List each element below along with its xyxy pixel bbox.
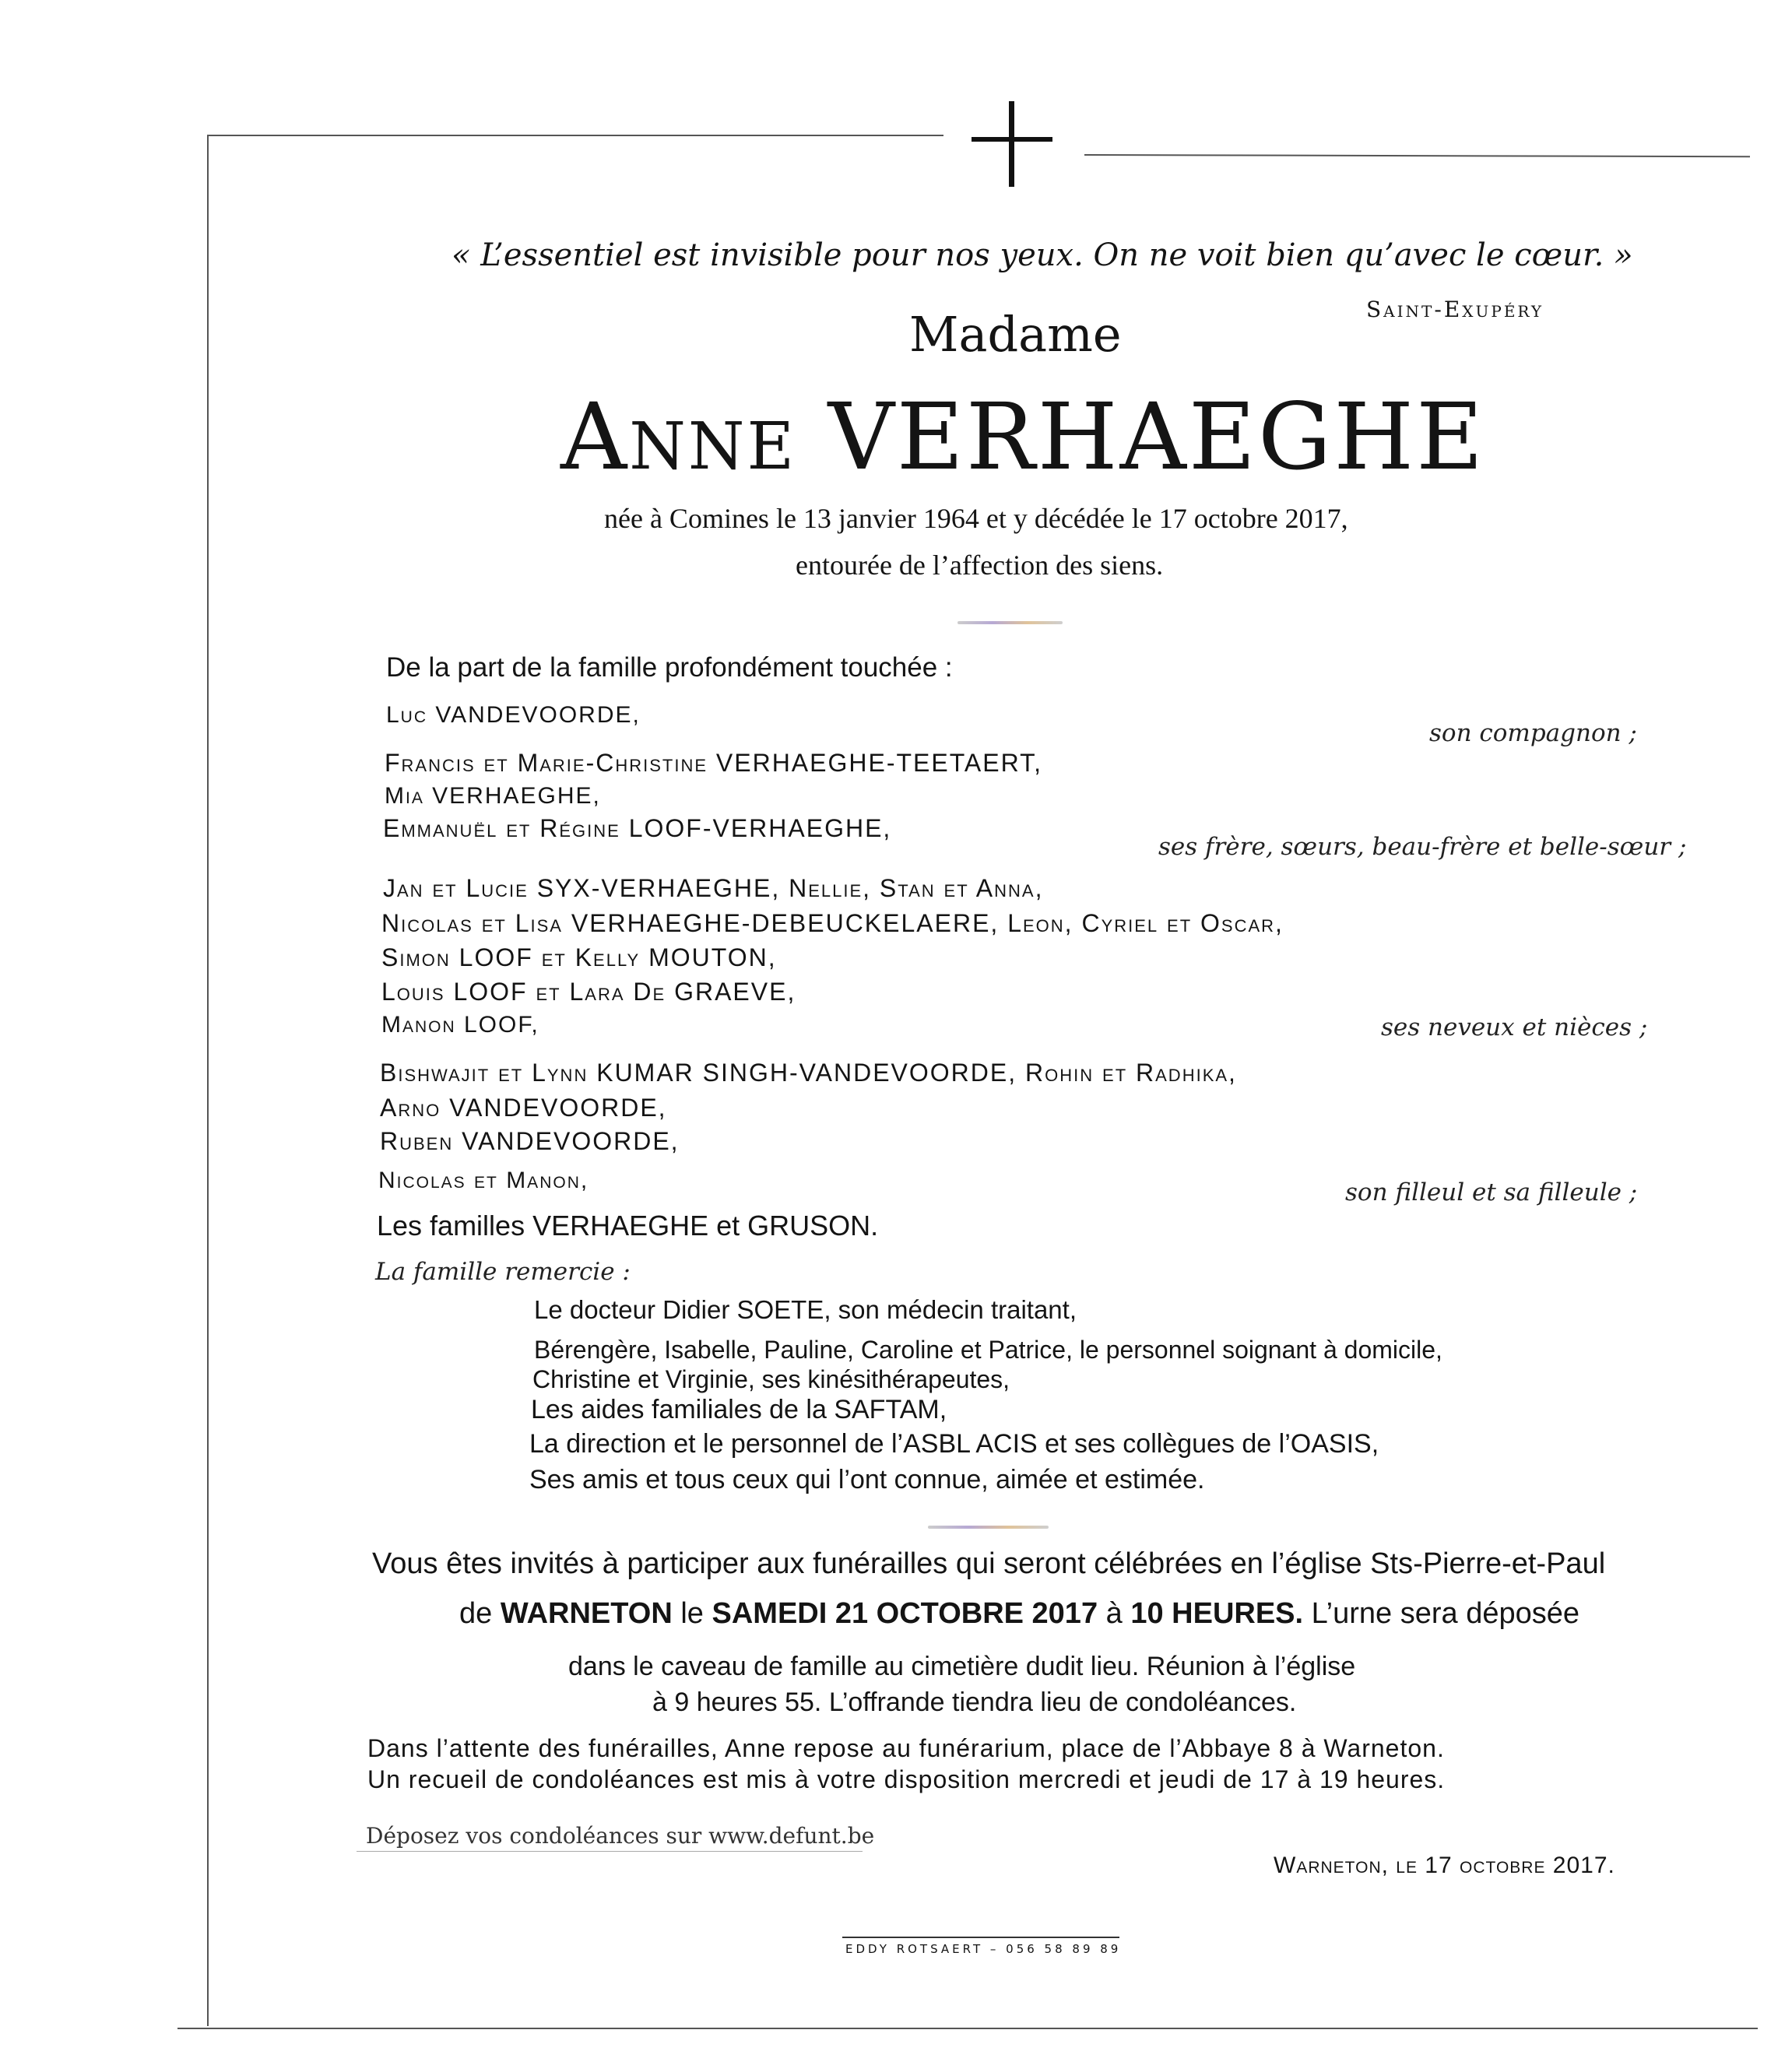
- ornament-divider: [957, 621, 1063, 624]
- family-role: son filleul et sa filleule ;: [1345, 1178, 1638, 1206]
- funeral-text: le: [672, 1597, 712, 1630]
- printer-credit: EDDY ROTSAERT – 056 58 89 89: [845, 1942, 1122, 1956]
- funeral-text: L’urne sera déposée: [1303, 1597, 1580, 1630]
- thanks-line: La direction et le personnel de l’ASBL ACIS et ses collègues de l’OASIS,: [529, 1429, 1379, 1459]
- family-line: Ruben VANDEVOORDE,: [380, 1127, 680, 1155]
- family-line: Louis LOOF et Lara De GRAEVE,: [381, 978, 796, 1006]
- thanks-line: Le docteur Didier SOETE, son médecin traitant,: [534, 1295, 1077, 1324]
- family-line: Mia VERHAEGHE,: [385, 783, 601, 809]
- family-line: Francis et Marie-Christine VERHAEGHE-TEETAERT,: [385, 749, 1043, 777]
- epigraph-quote: « L’essentiel est invisible pour nos yeux. On ne voit bien qu’avec le cœur. »: [452, 237, 1633, 273]
- ornament-divider: [928, 1526, 1049, 1529]
- funeral-text: à: [1098, 1597, 1131, 1630]
- deceased-name: Anne VERHAEGHE: [560, 383, 1486, 490]
- condolences-underline: [357, 1851, 863, 1852]
- printer-rule: [842, 1937, 1119, 1938]
- funeral-date: SAMEDI 21 OCTOBRE 2017: [712, 1597, 1098, 1630]
- birth-death-line: née à Comines le 13 janvier 1964 et y décédée le 17 octobre 2017,: [604, 503, 1348, 534]
- frame-top-left-rule: [207, 135, 943, 136]
- cross-icon: [972, 101, 1052, 187]
- family-line: Bishwajit et Lynn KUMAR SINGH-VANDEVOORDE, Rohin et Radhika,: [380, 1059, 1237, 1087]
- family-line: Luc VANDEVOORDE,: [386, 702, 641, 728]
- thanks-line: Christine et Virginie, ses kinésithérapeutes,: [532, 1365, 1010, 1393]
- funeral-line: à 9 heures 55. L’offrande tiendra lieu de condoléances.: [652, 1688, 1297, 1717]
- funeral-city: WARNETON: [500, 1597, 673, 1630]
- family-line: Jan et Lucie SYX-VERHAEGHE, Nellie, Stan et Anna,: [383, 874, 1044, 902]
- thanks-line: Bérengère, Isabelle, Pauline, Caroline et Patrice, le personnel soignant à domicile,: [534, 1336, 1442, 1364]
- place-date-signature: Warneton, le 17 octobre 2017.: [1274, 1853, 1615, 1878]
- family-line: Manon LOOF,: [381, 1012, 539, 1038]
- family-line: Simon LOOF et Kelly MOUTON,: [381, 943, 777, 971]
- family-role: ses frère, sœurs, beau-frère et belle-sœur ;: [1158, 833, 1687, 861]
- frame-bottom-rule: [177, 2028, 1758, 2029]
- honorific: Madame: [909, 306, 1122, 363]
- family-line: Emmanuël et Régine LOOF-VERHAEGHE,: [383, 814, 892, 842]
- funeral-time: 10 HEURES.: [1130, 1597, 1304, 1630]
- frame-left-rule: [207, 135, 209, 2026]
- epigraph-author: Saint-Exupéry: [1366, 297, 1544, 322]
- thanks-line: Les aides familiales de la SAFTAM,: [531, 1395, 947, 1424]
- thanks-intro: La famille remercie :: [375, 1258, 631, 1286]
- wake-line: Un recueil de condoléances est mis à votre disposition mercredi et jeudi de 17 à 19 heures.: [367, 1765, 1446, 1793]
- family-role: ses neveux et nièces ;: [1381, 1013, 1648, 1041]
- wake-line: Dans l’attente des funérailles, Anne repose au funérarium, place de l’Abbaye 8 à Warneton.: [367, 1734, 1445, 1762]
- thanks-line: Ses amis et tous ceux qui l’ont connue, aimée et estimée.: [529, 1465, 1205, 1494]
- condolences-note: Déposez vos condoléances sur www.defunt.be: [366, 1823, 875, 1849]
- family-line: Nicolas et Lisa VERHAEGHE-DEBEUCKELAERE, Leon, Cyriel et Oscar,: [381, 909, 1284, 937]
- funeral-line-2: [459, 1597, 1579, 1631]
- surrounded-line: entourée de l’affection des siens.: [796, 550, 1164, 581]
- family-line: Les familles VERHAEGHE et GRUSON.: [377, 1210, 879, 1241]
- family-line: Nicolas et Manon,: [378, 1168, 589, 1193]
- frame-top-right-rule: [1084, 154, 1750, 157]
- family-intro: De la part de la famille profondément touchée :: [386, 652, 953, 683]
- family-line: Arno VANDEVOORDE,: [380, 1094, 667, 1122]
- funeral-text: de: [459, 1597, 501, 1630]
- family-role: son compagnon ;: [1429, 719, 1637, 747]
- funeral-line: Vous êtes invités à participer aux funérailles qui seront célébrées en l’église Sts-Pierre-et-Paul: [372, 1547, 1606, 1580]
- funeral-line: dans le caveau de famille au cimetière dudit lieu. Réunion à l’église: [568, 1652, 1356, 1681]
